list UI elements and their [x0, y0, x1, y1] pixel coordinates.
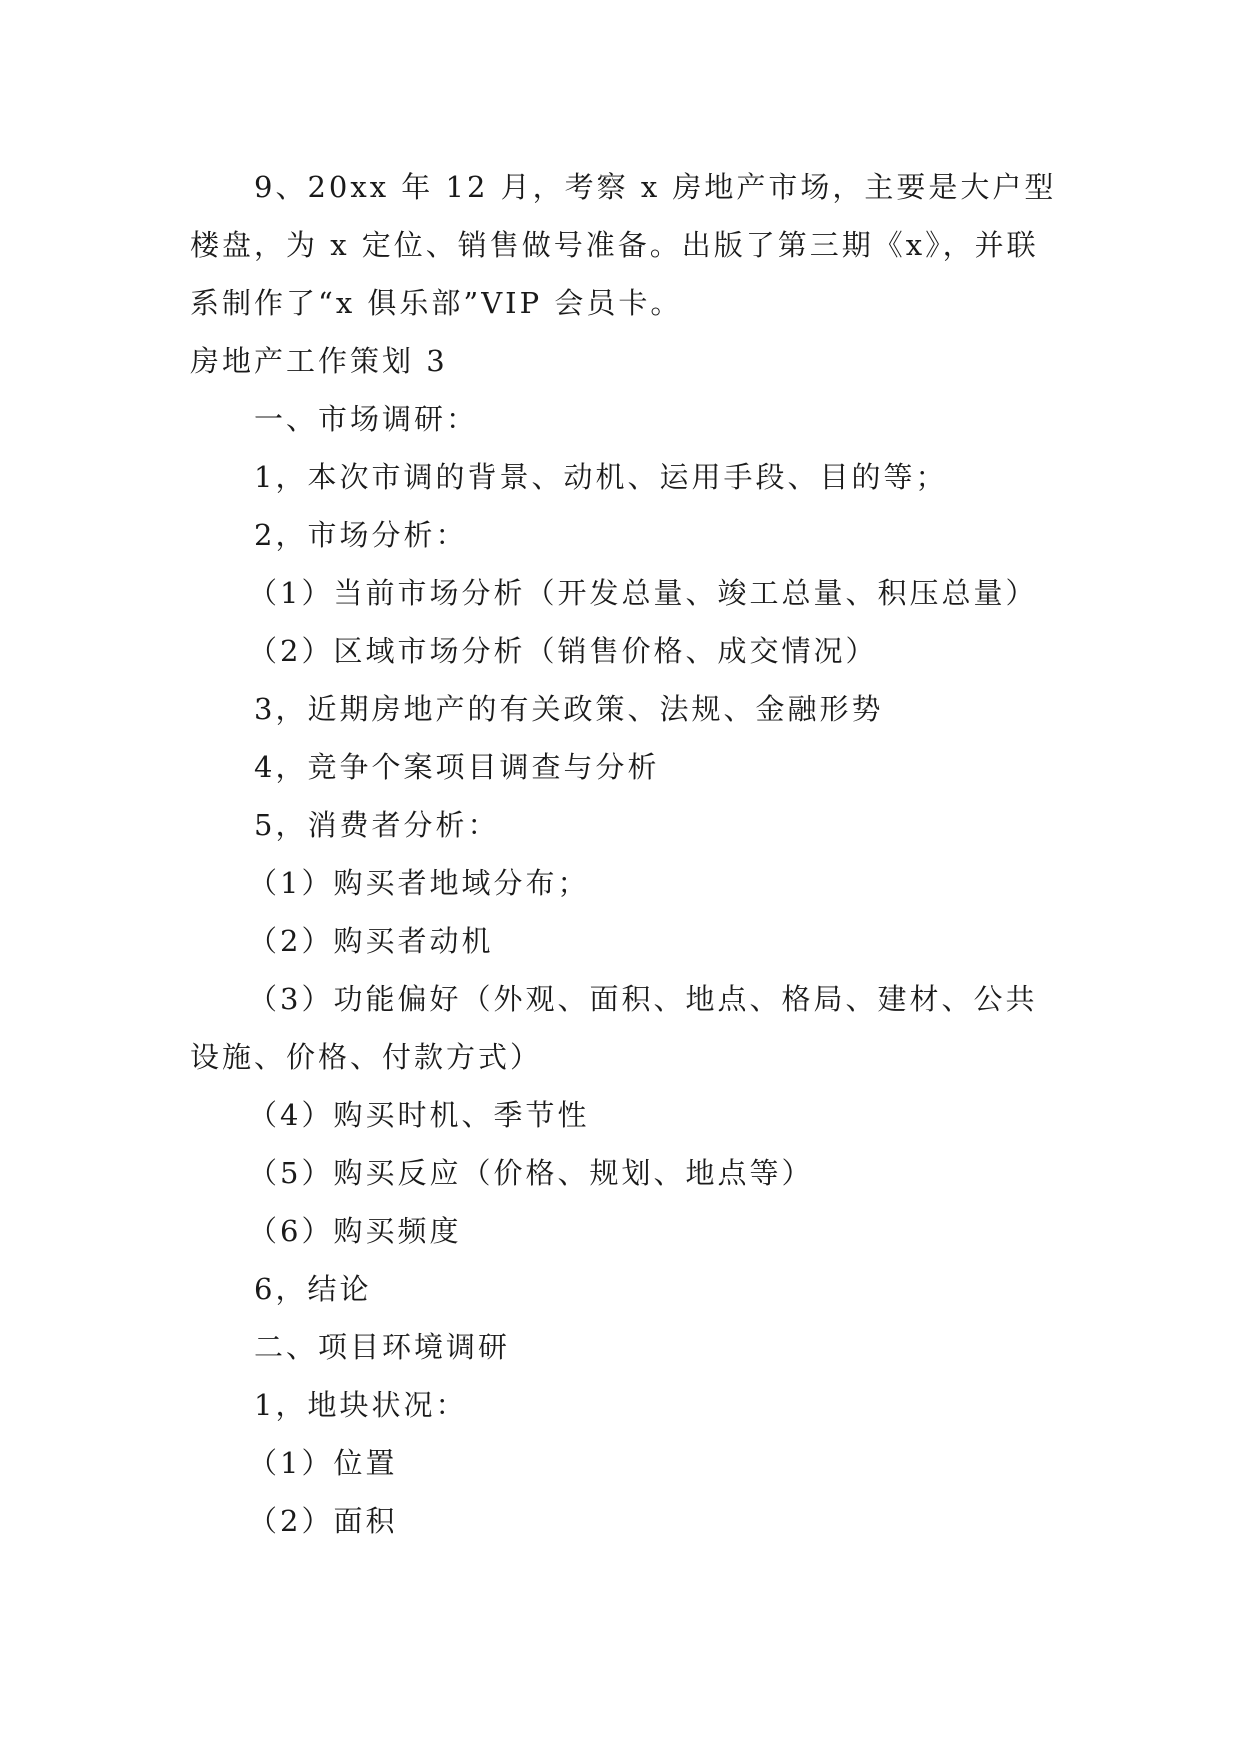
list-item: 1，本次市调的背景、动机、运用手段、目的等； — [254, 460, 948, 494]
sub-list-item: （2）区域市场分析（销售价格、成交情况） — [248, 634, 878, 668]
sub-list-item: （2）面积 — [248, 1504, 398, 1538]
heading-market-research: 一、市场调研： — [254, 402, 479, 436]
list-item: 4，竞争个案项目调查与分析 — [254, 750, 660, 784]
sub-list-item: （3）功能偏好（外观、面积、地点、格局、建材、公共设施、价格、付款方式） — [190, 982, 1038, 1074]
list-item: 6，结论 — [254, 1272, 372, 1306]
list-item: 1，地块状况： — [254, 1388, 468, 1422]
heading-project-environment: 二、项目环境调研 — [254, 1330, 511, 1364]
sub-list-item: （6）购买频度 — [248, 1214, 462, 1248]
list-item: 5，消费者分析： — [254, 808, 500, 842]
list-item: 2，市场分析： — [254, 518, 468, 552]
sub-list-item: （1）位置 — [248, 1446, 398, 1480]
section-title: 房地产工作策划 3 — [190, 344, 448, 378]
document-body — [190, 158, 1060, 1550]
sub-list-item: （1）购买者地域分布； — [248, 866, 590, 900]
sub-list-item: （5）购买反应（价格、规划、地点等） — [248, 1156, 814, 1190]
sub-list-item: （4）购买时机、季节性 — [248, 1098, 590, 1132]
sub-list-item: （2）购买者动机 — [248, 924, 494, 958]
list-item: 3，近期房地产的有关政策、法规、金融形势 — [254, 692, 884, 726]
sub-list-item: （1）当前市场分析（开发总量、竣工总量、积压总量） — [248, 576, 1038, 610]
paragraph-item-9: 9、20xx 年 12 月，考察 x 房地产市场，主要是大户型楼盘，为 x 定位、销售做号准备。出版了第三期《x》，并联系制作了“x 俱乐部”VIP 会员卡。 — [190, 170, 1057, 320]
